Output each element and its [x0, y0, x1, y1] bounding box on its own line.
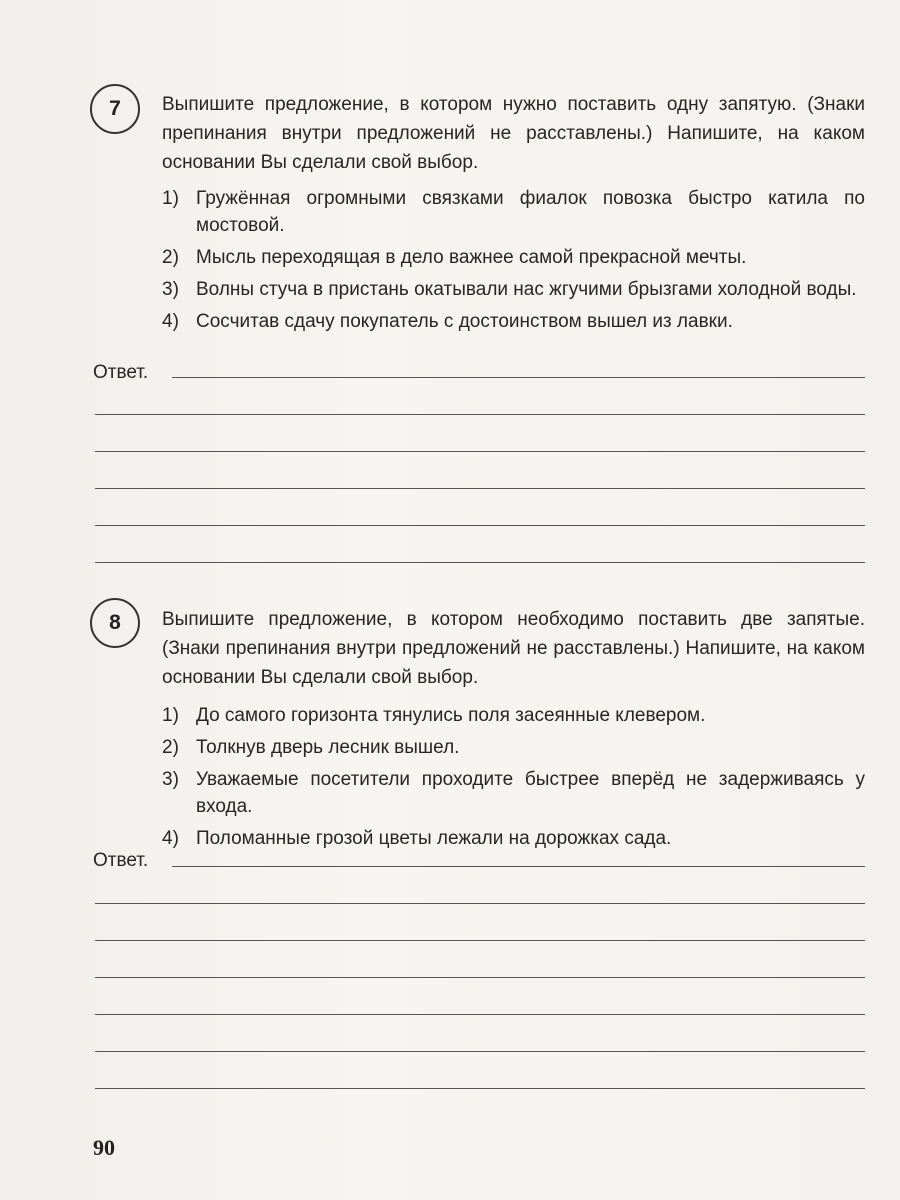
answer-line[interactable] [95, 488, 865, 489]
answer-line[interactable] [95, 562, 865, 563]
answer-line[interactable] [95, 1051, 865, 1052]
option-text: Гружённая огромными связками фиалок повозка быстро катила по мостовой. [196, 188, 865, 236]
answer-line[interactable] [95, 525, 865, 526]
option-text: Волны стуча в пристань окатывали нас жгучими брызгами холодной воды. [196, 279, 857, 300]
option-number: 3) [162, 769, 179, 790]
option-item [162, 276, 865, 303]
option-text: Уважаемые посетители проходите быстрее вперёд не задерживаясь у входа. [196, 769, 865, 817]
answer-label: Ответ. [93, 850, 149, 871]
option-item [162, 702, 865, 729]
option-item [162, 766, 865, 820]
option-text: Сосчитав сдачу покупатель с достоинством вышел из лавки. [196, 311, 733, 332]
answer-line[interactable] [95, 940, 865, 941]
task-prompt: Выпишите предложение, в котором нужно поставить одну запятую. (Знаки препинания внутри предложений не расставлены.) Напишите, на каком основании Вы сделали свой выбор. [162, 94, 865, 173]
answer-line[interactable] [95, 1014, 865, 1015]
answer-line[interactable] [95, 1088, 865, 1089]
option-number: 4) [162, 311, 179, 332]
option-number: 1) [162, 705, 179, 726]
answer-line[interactable] [95, 414, 865, 415]
answer-line[interactable] [172, 866, 865, 867]
answer-label: Ответ. [93, 362, 149, 383]
option-number: 2) [162, 247, 179, 268]
option-item [162, 825, 865, 852]
task-number-badge: 8 [90, 598, 140, 648]
option-number: 1) [162, 188, 179, 209]
option-text: До самого горизонта тянулись поля засеянные клевером. [196, 705, 706, 726]
option-number: 4) [162, 828, 179, 849]
answer-line[interactable] [95, 977, 865, 978]
option-item [162, 734, 865, 761]
task-prompt: Выпишите предложение, в котором необходимо поставить две запятые. (Знаки препинания внутри предложений не расставлены.) Напишите, на каком основании Вы сделали свой выбор. [162, 609, 865, 688]
option-text: Мысль переходящая в дело важнее самой прекрасной мечты. [196, 247, 747, 268]
option-number: 3) [162, 279, 179, 300]
option-item [162, 244, 865, 271]
answer-line[interactable] [172, 377, 865, 378]
option-list [162, 185, 865, 340]
page-number: 90 [93, 1135, 115, 1160]
option-item [162, 308, 865, 335]
answer-line[interactable] [95, 903, 865, 904]
option-text: Толкнув дверь лесник вышел. [196, 737, 460, 758]
option-list [162, 702, 865, 857]
option-number: 2) [162, 737, 179, 758]
option-text: Поломанные грозой цветы лежали на дорожках сада. [196, 828, 672, 849]
answer-line[interactable] [95, 451, 865, 452]
task-number-badge: 7 [90, 84, 140, 134]
option-item [162, 185, 865, 239]
